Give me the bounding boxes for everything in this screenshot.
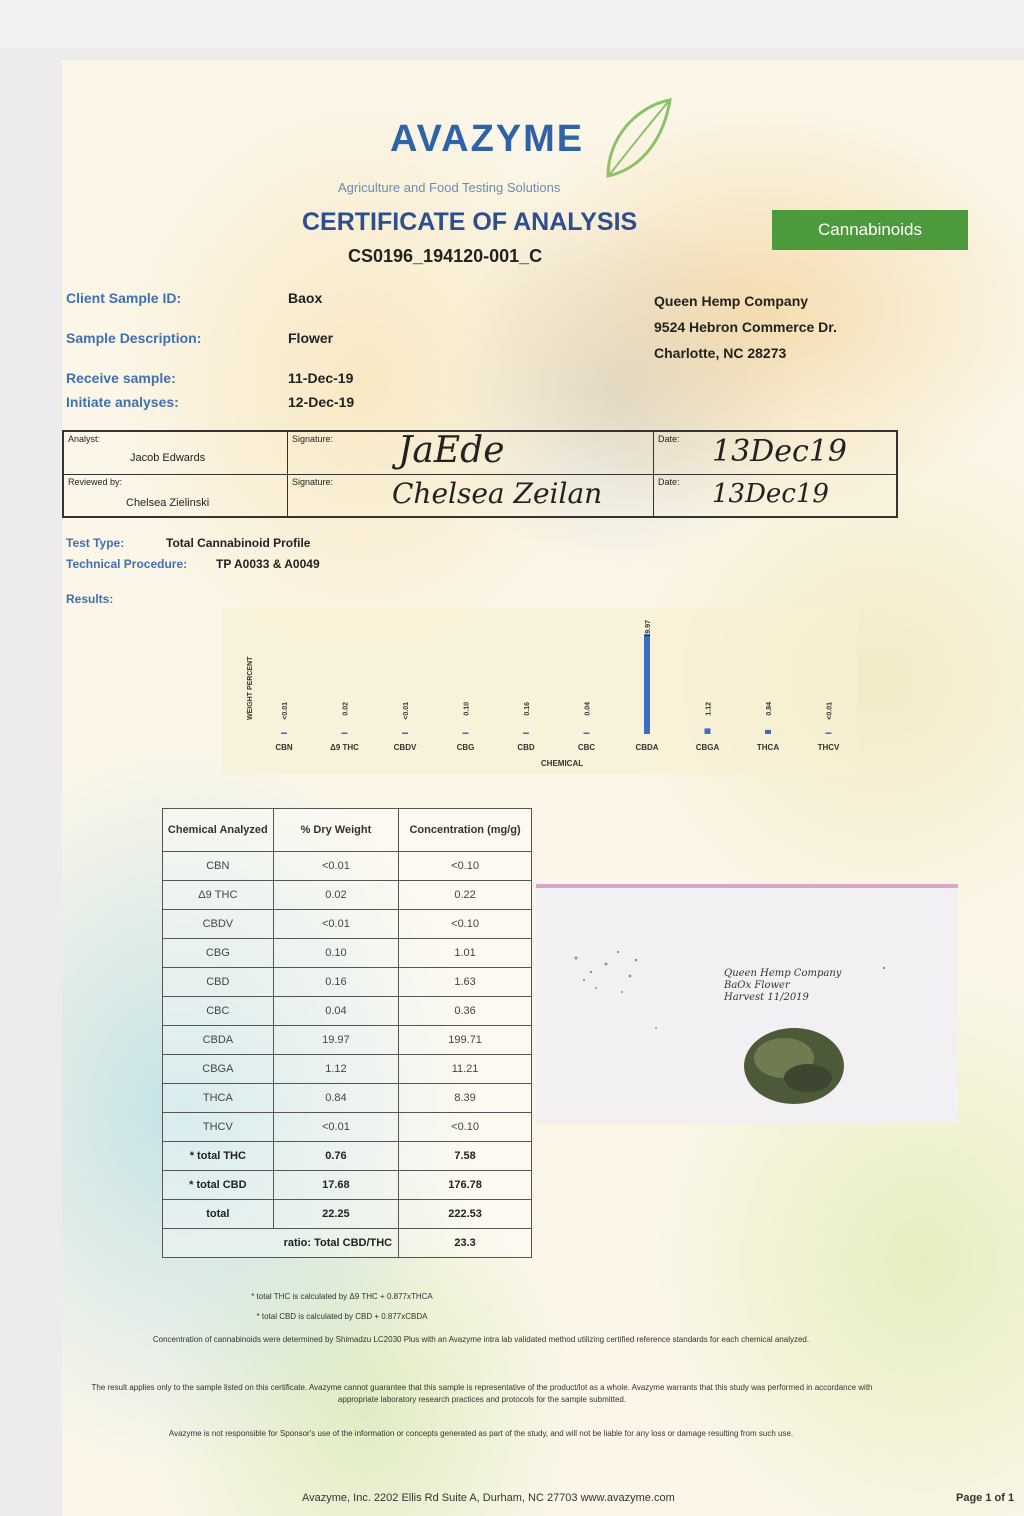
total-label: * total THC xyxy=(163,1142,274,1171)
chart-data-label: 19.97 xyxy=(645,620,652,638)
analyst-signature-cell xyxy=(288,432,654,474)
chart-bar xyxy=(644,634,650,734)
analyst-date-cell xyxy=(654,432,896,474)
analyst-date: 13Dec19 xyxy=(712,434,847,469)
cell-dry-weight: 1.12 xyxy=(273,1055,398,1084)
chart-data-label: 0.04 xyxy=(584,702,592,716)
chart-tick-label: CBDV xyxy=(393,743,417,752)
chart-tick-label: CBGA xyxy=(695,743,720,752)
client-sample-id-label: Client Sample ID: xyxy=(66,290,182,306)
total-concentration: 7.58 xyxy=(399,1142,532,1171)
ratio-label: ratio: Total CBD/THC xyxy=(163,1229,399,1258)
signature-label-2: Signature: xyxy=(292,477,334,487)
table-row xyxy=(163,1055,532,1084)
analyst-label: Analyst: xyxy=(68,434,101,444)
chart-bar xyxy=(463,733,469,735)
chart-bar xyxy=(402,733,408,735)
receive-date: 11-Dec-19 xyxy=(288,370,354,386)
chart-data-label: <0.01 xyxy=(826,702,834,720)
cell-chemical: Δ9 THC xyxy=(163,881,274,910)
cell-concentration: <0.10 xyxy=(399,910,532,939)
cell-chemical: CBGA xyxy=(163,1055,274,1084)
header-concentration: Concentration (mg/g) xyxy=(399,809,532,852)
cell-dry-weight: 19.97 xyxy=(273,1026,398,1055)
technical-procedure-label: Technical Procedure: xyxy=(66,557,188,571)
photo-label xyxy=(724,968,841,1004)
cell-chemical: CBDV xyxy=(163,910,274,939)
chart-tick-label: CBD xyxy=(517,743,535,752)
page-number: Page 1 of 1 xyxy=(956,1492,1015,1504)
sample-description: Flower xyxy=(288,330,334,346)
chart-bar xyxy=(765,730,771,734)
client-name: Queen Hemp Company xyxy=(654,293,809,309)
chart-data-label: 0.10 xyxy=(463,702,471,716)
cell-concentration: 8.39 xyxy=(399,1084,532,1113)
client-city: Charlotte, NC 28273 xyxy=(654,345,787,361)
certificate-title: CERTIFICATE OF ANALYSIS xyxy=(302,208,638,236)
total-concentration: 176.78 xyxy=(399,1171,532,1200)
reviewer-date: 13Dec19 xyxy=(712,479,829,509)
cell-chemical: CBN xyxy=(163,852,274,881)
cell-dry-weight: <0.01 xyxy=(273,852,398,881)
cell-dry-weight: 0.16 xyxy=(273,968,398,997)
chart-bar xyxy=(281,733,287,735)
analyst-cell xyxy=(64,432,288,474)
cell-dry-weight: 0.04 xyxy=(273,997,398,1026)
top-band xyxy=(0,0,1024,48)
cell-concentration: 1.63 xyxy=(399,968,532,997)
results-label: Results: xyxy=(66,592,114,606)
chart-bar xyxy=(523,733,529,735)
total-dry-weight: 0.76 xyxy=(273,1142,398,1171)
sample-photo xyxy=(536,884,958,1124)
table-row xyxy=(163,910,532,939)
total-row xyxy=(163,1171,532,1200)
total-label: * total CBD xyxy=(163,1171,274,1200)
chart-tick-label: THCA xyxy=(756,743,780,752)
chart-svg xyxy=(222,608,858,774)
chart-bar xyxy=(584,733,590,735)
cell-concentration: <0.10 xyxy=(399,1113,532,1142)
chart-bar xyxy=(705,728,711,734)
table-row xyxy=(163,939,532,968)
chart-data-label: 1.12 xyxy=(705,702,713,716)
reviewer-date-cell xyxy=(654,475,896,517)
total-row xyxy=(163,1142,532,1171)
signature-label: Signature: xyxy=(292,434,334,444)
results-table xyxy=(162,808,532,1258)
initiate-date: 12-Dec-19 xyxy=(288,394,355,410)
chart-data-label: <0.01 xyxy=(403,702,410,720)
header-dry-weight: % Dry Weight xyxy=(273,809,398,852)
analyst-row xyxy=(64,432,896,475)
chart-xlabel: CHEMICAL xyxy=(540,759,584,768)
cell-concentration: 1.01 xyxy=(399,939,532,968)
photo-label-line1: Queen Hemp Company xyxy=(724,968,842,979)
cell-dry-weight: 0.84 xyxy=(273,1084,398,1113)
reviewer-signature: Chelsea Zeilan xyxy=(392,477,603,510)
test-type: Total Cannabinoid Profile xyxy=(166,536,311,550)
header-chemical: Chemical Analyzed xyxy=(163,809,274,852)
chart-bar xyxy=(826,733,832,735)
method-note: Concentration of cannabinoids were determined by Shimadzu LC2030 Plus with an Avazyme intra lab validated method utilizing certified reference standards for each chemical analyzed. xyxy=(152,1335,810,1344)
cell-dry-weight: 0.10 xyxy=(273,939,398,968)
ratio-row xyxy=(163,1229,532,1258)
analyst-name: Jacob Edwards xyxy=(130,452,206,464)
cell-chemical: THCV xyxy=(163,1113,274,1142)
cell-chemical: CBD xyxy=(163,968,274,997)
reviewer-name: Chelsea Zielinski xyxy=(126,497,210,509)
footer-address: Avazyme, Inc. 2202 Ellis Rd Suite A, Durham, NC 27703 www.avazyme.com xyxy=(302,1492,675,1504)
chart-data-label: 0.16 xyxy=(524,702,531,716)
total-dry-weight: 22.25 xyxy=(273,1200,398,1229)
cell-concentration: 0.22 xyxy=(399,881,532,910)
photo-label-line3: Harvest 11/2019 xyxy=(724,992,809,1003)
table-row xyxy=(163,997,532,1026)
chart-tick-label: CBC xyxy=(577,743,596,752)
analyst-signature: JaEde xyxy=(398,430,505,471)
chart-tick-label: CBN xyxy=(275,743,293,752)
certificate-id: CS0196_194120-001_C xyxy=(348,246,543,266)
cannabinoid-chart xyxy=(222,608,858,774)
table-row xyxy=(163,968,532,997)
reviewed-label: Reviewed by: xyxy=(68,477,123,487)
sample-description-label: Sample Description: xyxy=(66,330,202,346)
photo-label-line2: BaOx Flower xyxy=(724,980,790,991)
date-label-2: Date: xyxy=(658,477,680,487)
table-row xyxy=(163,852,532,881)
chart-data-label: 0.84 xyxy=(766,702,773,716)
client-street: 9524 Hebron Commerce Dr. xyxy=(654,319,837,335)
cell-chemical: CBDA xyxy=(163,1026,274,1055)
total-concentration: 222.53 xyxy=(399,1200,532,1229)
reviewer-cell xyxy=(64,475,288,517)
liability-note: Avazyme is not responsible for Sponsor's use of the information or concepts generated as part of the study, and will not be liable for any loss or damage resulting from such use. xyxy=(168,1429,794,1438)
chart-ylabel: WEIGHT PERCENT xyxy=(247,656,254,720)
date-label: Date: xyxy=(658,434,680,444)
chart-tick-label: THCV xyxy=(817,743,840,752)
table-row xyxy=(163,1026,532,1055)
cell-dry-weight: <0.01 xyxy=(273,910,398,939)
cell-concentration: 199.71 xyxy=(399,1026,532,1055)
reviewer-signature-cell xyxy=(288,475,654,517)
chart-bar xyxy=(342,733,348,735)
chart-data-label: 0.02 xyxy=(342,702,350,716)
technical-procedure: TP A0033 & A0049 xyxy=(216,557,320,571)
table-row xyxy=(163,1113,532,1142)
table-row xyxy=(163,1084,532,1113)
thc-note: * total THC is calculated by Δ9 THC + 0.877xTHCA xyxy=(251,1292,433,1301)
leaf-logo-icon xyxy=(598,96,678,186)
cell-chemical: THCA xyxy=(163,1084,274,1113)
cell-dry-weight: 0.02 xyxy=(273,881,398,910)
signature-table xyxy=(62,430,898,518)
cell-concentration: 11.21 xyxy=(399,1055,532,1084)
ratio-value: 23.3 xyxy=(399,1229,532,1258)
chart-tick-label: CBG xyxy=(456,743,475,752)
receive-sample-label: Receive sample: xyxy=(66,370,176,386)
avazyme-logo: AVAZYME xyxy=(390,118,585,160)
total-row xyxy=(163,1200,532,1229)
total-dry-weight: 17.68 xyxy=(273,1171,398,1200)
cell-concentration: 0.36 xyxy=(399,997,532,1026)
chart-data-label: <0.01 xyxy=(282,702,289,720)
cbd-note: * total CBD is calculated by CBD + 0.877xCBDA xyxy=(256,1312,428,1321)
cell-concentration: <0.10 xyxy=(399,852,532,881)
cell-dry-weight: <0.01 xyxy=(273,1113,398,1142)
cell-chemical: CBG xyxy=(163,939,274,968)
table-row xyxy=(163,881,532,910)
chart-tick-label: Δ9 THC xyxy=(330,743,359,752)
client-sample-id: Baox xyxy=(288,290,323,306)
reviewer-row xyxy=(64,475,896,517)
sample-photo-image xyxy=(536,888,958,1120)
client-address xyxy=(654,288,837,366)
table-header-row xyxy=(163,809,532,852)
chart-tick-label: CBDA xyxy=(635,743,659,752)
disclaimer: The result applies only to the sample listed on this certificate. Avazyme cannot guarantee that this sample is representative of the product/lot as a whole. Avazyme warrants that this study was performed in accordance with appropriate laboratory research practices and protocols for the sample submitted. xyxy=(91,1383,873,1404)
initiate-analyses-label: Initiate analyses: xyxy=(66,394,179,410)
cannabinoids-badge: Cannabinoids xyxy=(772,210,968,250)
certificate-page xyxy=(62,60,1024,1516)
cell-chemical: CBC xyxy=(163,997,274,1026)
test-type-label: Test Type: xyxy=(66,536,125,550)
total-label: total xyxy=(163,1200,274,1229)
tagline: Agriculture and Food Testing Solutions xyxy=(338,180,561,195)
